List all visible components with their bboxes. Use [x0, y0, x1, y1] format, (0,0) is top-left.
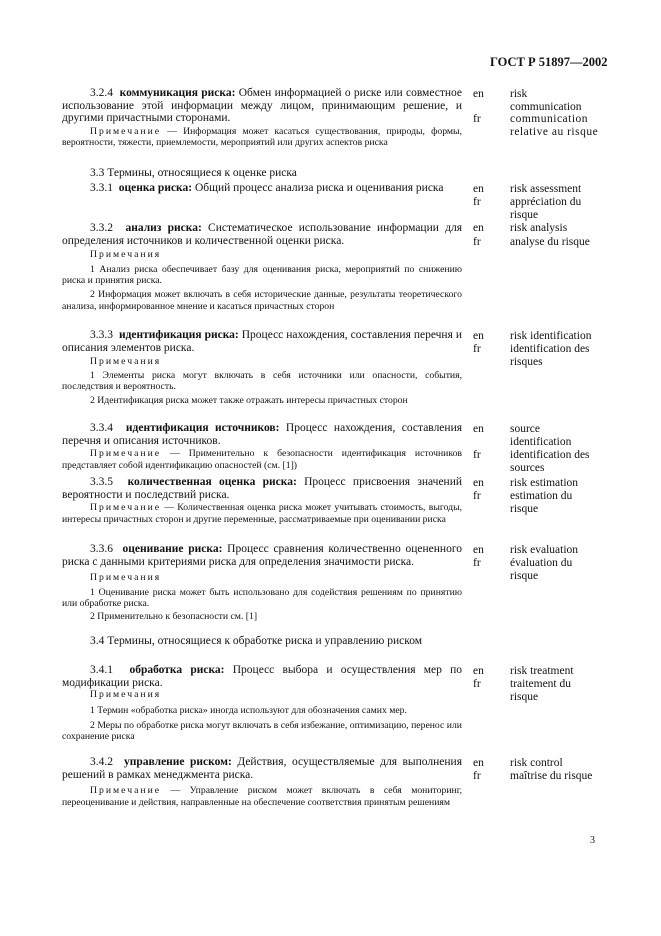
section-3-4	[62, 635, 462, 648]
note-2: 2 Меры по обработке риска могут включать в себя избежание, оптимизацию, перенос или сохранение риска	[62, 720, 462, 743]
definition	[62, 543, 462, 568]
term-en: risk assessment	[510, 183, 582, 195]
note	[62, 126, 462, 149]
note-text: — Информация может касаться существования, природы, формы, вероятности, тяжести, приемлемости, мероприятий или других аспектов риска	[62, 125, 462, 149]
lang-en: en	[473, 477, 484, 489]
entry-3-3-1	[62, 182, 462, 195]
term-en: risk analysis	[510, 222, 568, 234]
term: идентификация источников:	[125, 422, 280, 434]
clause-number: 3.3.3	[90, 329, 113, 341]
definition	[62, 329, 462, 354]
lang-fr: fr	[473, 557, 481, 569]
definition-text: Обмен информацией о риске или совместное использование этой информации между лицом, принимающим решение, и другими причастными сторонами.	[62, 87, 463, 125]
definition-text: Процесс выбора и осуществления мер по модификации риска.	[62, 664, 463, 689]
term-fr: identification des sources	[510, 449, 590, 474]
notes-label: Примечания	[90, 249, 162, 261]
entry-3-3-4	[62, 422, 462, 471]
note-1: 1 Термин «обработка риска» иногда используют для обозначения самих мер.	[90, 704, 407, 716]
lang-fr: fr	[473, 770, 481, 782]
note-1: 1 Оценивание риска может быть использовано для содействия решениям по принятию или обработке риска.	[62, 586, 462, 609]
term-fr: traitement du risque	[510, 678, 571, 703]
lang-fr: fr	[473, 343, 481, 355]
lang-fr: fr	[473, 236, 481, 248]
definition-text: Процесс присвоения значений вероятности и последствий риска.	[62, 476, 463, 501]
term: оценка риска:	[118, 182, 193, 194]
term-en: risk control	[510, 757, 563, 769]
lang-en: en	[473, 757, 484, 769]
definition	[62, 756, 462, 781]
note-1: 1 Элементы риска могут включать в себя источники или опасности, события, последствия и вероятность.	[62, 369, 462, 392]
term: анализ риска:	[125, 222, 202, 234]
entry-3-3-3	[62, 329, 462, 407]
entry-3-4-1	[62, 664, 462, 743]
note-label: Примечание	[90, 448, 162, 460]
clause-number: 3.3.5	[90, 476, 113, 488]
term: обработка риска:	[129, 664, 225, 676]
definition	[62, 476, 462, 501]
term-fr: identification des risques	[510, 343, 590, 368]
note	[62, 785, 462, 808]
term: идентификация риска:	[118, 329, 239, 341]
clause-number: 3.3.6	[90, 543, 113, 555]
term-fr: appréciation du risque	[510, 196, 582, 221]
term: количественная оценка риска:	[127, 476, 297, 488]
note-label: Примечание	[90, 125, 162, 137]
term-en: source identification	[510, 423, 572, 448]
clause-number: 3.3.4	[90, 422, 113, 434]
lang-fr: fr	[473, 196, 481, 208]
term-fr: maîtrise du risque	[510, 770, 593, 782]
note-text: — Применительно к безопасности идентификация источников представляет собой идентификацию опасностей (см. [1])	[62, 448, 462, 471]
entry-3-3-6	[62, 543, 462, 623]
notes-label: Примечания	[90, 572, 162, 584]
clause-number: 3.3.2	[90, 222, 113, 234]
note-label: Примечание	[90, 502, 162, 514]
document-header: ГОСТ Р 51897—2002	[490, 55, 608, 69]
note	[62, 502, 462, 525]
entry-3-3-5	[62, 476, 462, 525]
section-title: 3.4 Термины, относящиеся к обработке риска и управлению риском	[90, 635, 423, 647]
term-en: risk estimation	[510, 477, 579, 489]
section-3-3	[62, 167, 462, 180]
lang-fr: fr	[473, 678, 481, 690]
notes-label: Примечания	[90, 356, 162, 368]
clause-number: 3.4.1	[90, 664, 113, 676]
definition-text: Процесс нахождения, составления перечня и описания элементов риска.	[62, 329, 462, 354]
term: управление риском:	[124, 756, 232, 768]
lang-en: en	[473, 330, 484, 342]
term: оценивание риска:	[122, 543, 223, 555]
definition-text: Систематическое использование информации для определения источников и количественной оценки риска.	[62, 222, 462, 247]
term-en: risk evaluation	[510, 544, 579, 556]
term-en: risk treatment	[510, 665, 574, 677]
lang-en: en	[473, 88, 484, 100]
note-text: — Управление риском может включать в себя мониторинг, переоценивание и действия, направленные на обеспечение соответствия принятым решениям	[62, 785, 462, 808]
term: коммуникация риска:	[119, 87, 236, 99]
page-number: 3	[590, 835, 595, 846]
definition-text: Действия, осуществляемые для выполнения решений в рамках менеджмента риска.	[62, 756, 463, 781]
definition	[62, 664, 462, 689]
lang-en: en	[473, 544, 484, 556]
lang-fr: fr	[473, 490, 481, 502]
clause-number: 3.3.1	[90, 182, 113, 194]
entry-3-4-2	[62, 756, 462, 808]
lang-fr: fr	[473, 449, 481, 461]
definition	[62, 87, 462, 125]
term-en: risk identification	[510, 330, 592, 342]
definition	[62, 222, 462, 247]
definition	[62, 422, 462, 447]
entry-3-2-4	[62, 87, 462, 149]
entry-3-3-2	[62, 222, 462, 312]
definition-text: Процесс сравнения количественно оцененного риска с данными критериями риска для определения значимости риска.	[62, 543, 462, 568]
lang-en: en	[473, 423, 484, 435]
note-label: Примечание	[90, 785, 162, 797]
note-2: 2 Информация может включать в себя исторические данные, результаты теоретического анализа, информированное мнение и касаться причастных сторон	[62, 289, 462, 312]
lang-en: en	[473, 665, 484, 677]
note-2: 2 Идентификация риска может также отражать интересы причастных сторон	[90, 395, 408, 407]
term-fr: communication relative au risque	[510, 113, 599, 138]
term-fr: analyse du risque	[510, 236, 590, 248]
term-en: risk communication	[510, 88, 582, 113]
lang-fr: fr	[473, 113, 481, 125]
lang-en: en	[473, 222, 484, 234]
notes-label: Примечания	[90, 689, 162, 701]
note	[62, 448, 462, 471]
definition	[62, 182, 462, 195]
term-fr: évaluation du risque	[510, 557, 573, 582]
note-1: 1 Анализ риска обеспечивает базу для оценивания риска, мероприятий по снижению риска и принятия риска.	[62, 263, 462, 286]
term-fr: estimation du risque	[510, 490, 573, 515]
clause-number: 3.2.4	[90, 87, 113, 99]
definition-text: Процесс нахождения, составления перечня и описания источников.	[62, 422, 463, 447]
section-title: 3.3 Термины, относящиеся к оценке риска	[90, 167, 297, 179]
lang-en: en	[473, 183, 484, 195]
clause-number: 3.4.2	[90, 756, 113, 768]
note-2: 2 Применительно к безопасности см. [1]	[90, 611, 258, 623]
note-text: — Количественная оценка риска может учитывать стоимость, выгоды, интересы причастных сторон и другие переменные, рассматриваемые при оценивании риска	[62, 502, 462, 525]
definition-text: Общий процесс анализа риска и оценивания риска	[192, 182, 444, 194]
